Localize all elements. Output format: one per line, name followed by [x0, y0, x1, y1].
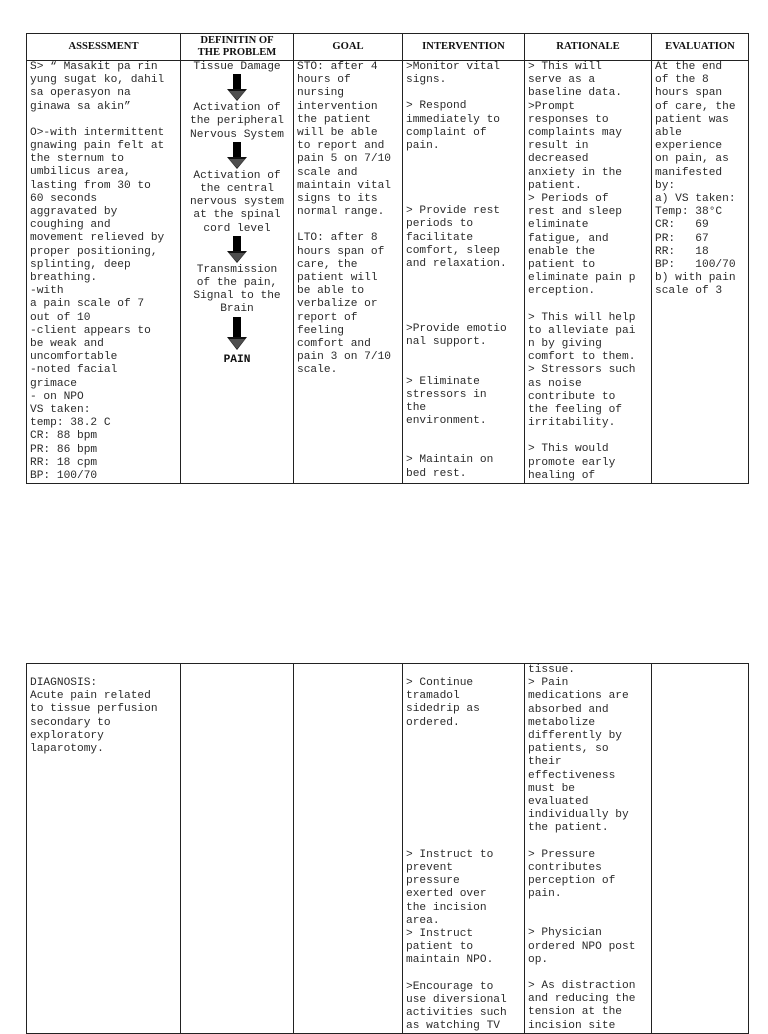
rationale-item: > Physician ordered NPO post op. [528, 927, 636, 966]
rationale-cell-continued [525, 664, 652, 1034]
rationale-item: > Pressure contributes perception of pain. [528, 848, 616, 901]
evaluation-cell-empty [652, 664, 749, 1034]
definition-step-peripheral: Activation of the peripheral Nervous System [190, 102, 284, 141]
short-term-goal: STO: after 4 hours of nursing intervention the patient will be able to report and pain 5 on 7/10 scale and maintain vital signs to its normal range. [297, 61, 391, 219]
rationale-item: > Periods of rest and sleep eliminate fatigue, and enable the patient to eliminate pain p erception. [528, 193, 636, 298]
nursing-diagnosis: DIAGNOSIS: Acute pain related to tissue perfusion secondary to exploratory laparotomy. [30, 677, 158, 756]
care-plan-table-page-2 [26, 663, 749, 1034]
goal-cell [294, 61, 403, 484]
intervention-item: > Continue tramadol sidedrip as ordered. [406, 677, 480, 729]
definition-step-transmission: Transmission of the pain, Signal to the Brain [193, 263, 281, 316]
subjective-data: S> “ Masakit pa rin yung sugat ko, dahil sa operasyon na ginawa sa akin” [30, 61, 165, 113]
intervention-item: > Instruct to prevent pressure exerted over the incision area. [406, 848, 494, 927]
intervention-item: > Eliminate stressors in the environment. [406, 375, 487, 428]
intervention-item: > Respond immediately to complaint of pain. [406, 100, 500, 153]
rationale-item: >Prompt responses to complaints may result in decreased anxiety in the patient. [528, 100, 622, 192]
rationale-item: > This would promote early healing of [528, 443, 616, 482]
down-arrow-icon [226, 142, 248, 170]
header-definition: DEFINITIN OF THE PROBLEM [181, 34, 294, 61]
intervention-item: >Monitor vital signs. [406, 61, 500, 87]
rationale-item: > Stressors such as noise contribute to the feeling of irritability. [528, 364, 636, 430]
diagnosis-cell [27, 664, 181, 1034]
header-intervention: INTERVENTION [403, 34, 525, 61]
rationale-item: > This will serve as a baseline data. [528, 61, 622, 100]
content-row-continued [27, 664, 749, 1034]
evaluation-cell [652, 61, 749, 484]
rationale-item: > As distraction and reducing the tension at the incision site [528, 980, 636, 1032]
down-arrow-icon [226, 236, 248, 264]
header-rationale: RATIONALE [525, 34, 652, 61]
definition-step-central: Activation of the central nervous system at the spinal cord level [190, 169, 284, 235]
rationale-item: > This will help to alleviate pai n by giving comfort to them. [528, 311, 636, 364]
intervention-item: > Instruct patient to maintain NPO. [406, 928, 494, 967]
intervention-item: >Encourage to use diversional activities such as watching TV [406, 980, 507, 1033]
long-term-goal: LTO: after 8 hours span of care, the patient will be able to verbalize or report of feeling comfort and pain 3 on 7/10 scale. [297, 232, 391, 377]
down-arrow-icon [226, 74, 248, 102]
assessment-cell [27, 61, 181, 484]
intervention-cell [403, 61, 525, 484]
header-row [27, 34, 749, 61]
intervention-item: >Provide emotio nal support. [406, 323, 507, 349]
goal-cell-empty [294, 664, 403, 1034]
definition-final-pain: PAIN [223, 353, 251, 366]
header-assessment: ASSESSMENT [27, 34, 181, 61]
rationale-cell [525, 61, 652, 484]
definition-cell [181, 61, 294, 484]
care-plan-table-page-1 [26, 33, 749, 484]
header-goal: GOAL [294, 34, 403, 61]
objective-data: O>-with intermittent gnawing pain felt at the sternum to umbilicus area, lasting from 30 to 60 seconds aggravated by coughing and movement relieved by proper positioning, splinting, deep breathing. -with a pain scale of 7 out of 10 -client appears to be weak and uncomfortable -noted facial grimace - on NPO VS taken: temp: 38.2 C CR: 88 bpm PR: 86 bpm RR: 18 cpm BP: 100/70 [30, 126, 165, 483]
intervention-item: > Maintain on bed rest. [406, 454, 494, 480]
intervention-cell-continued [403, 664, 525, 1034]
down-arrow-icon [226, 317, 248, 351]
rationale-item: tissue. [528, 664, 575, 676]
header-evaluation: EVALUATION [652, 34, 749, 61]
intervention-item: > Provide rest periods to facilitate comfort, sleep and relaxation. [406, 205, 507, 271]
rationale-item: > Pain medications are absorbed and metabolize differently by patients, so their effectiveness must be evaluated individually by the patient. [528, 677, 629, 835]
definition-step-tissue-damage: Tissue Damage [193, 61, 281, 73]
evaluation-text: At the end of the 8 hours span of care, the patient was able experience on pain, as manifested by: a) VS taken: Temp: 38°C CR: 69 PR: 67 RR: 18 BP: 100/70 b) with pain scale of 3 [655, 61, 736, 298]
content-row [27, 61, 749, 484]
definition-cell-empty [181, 664, 294, 1034]
